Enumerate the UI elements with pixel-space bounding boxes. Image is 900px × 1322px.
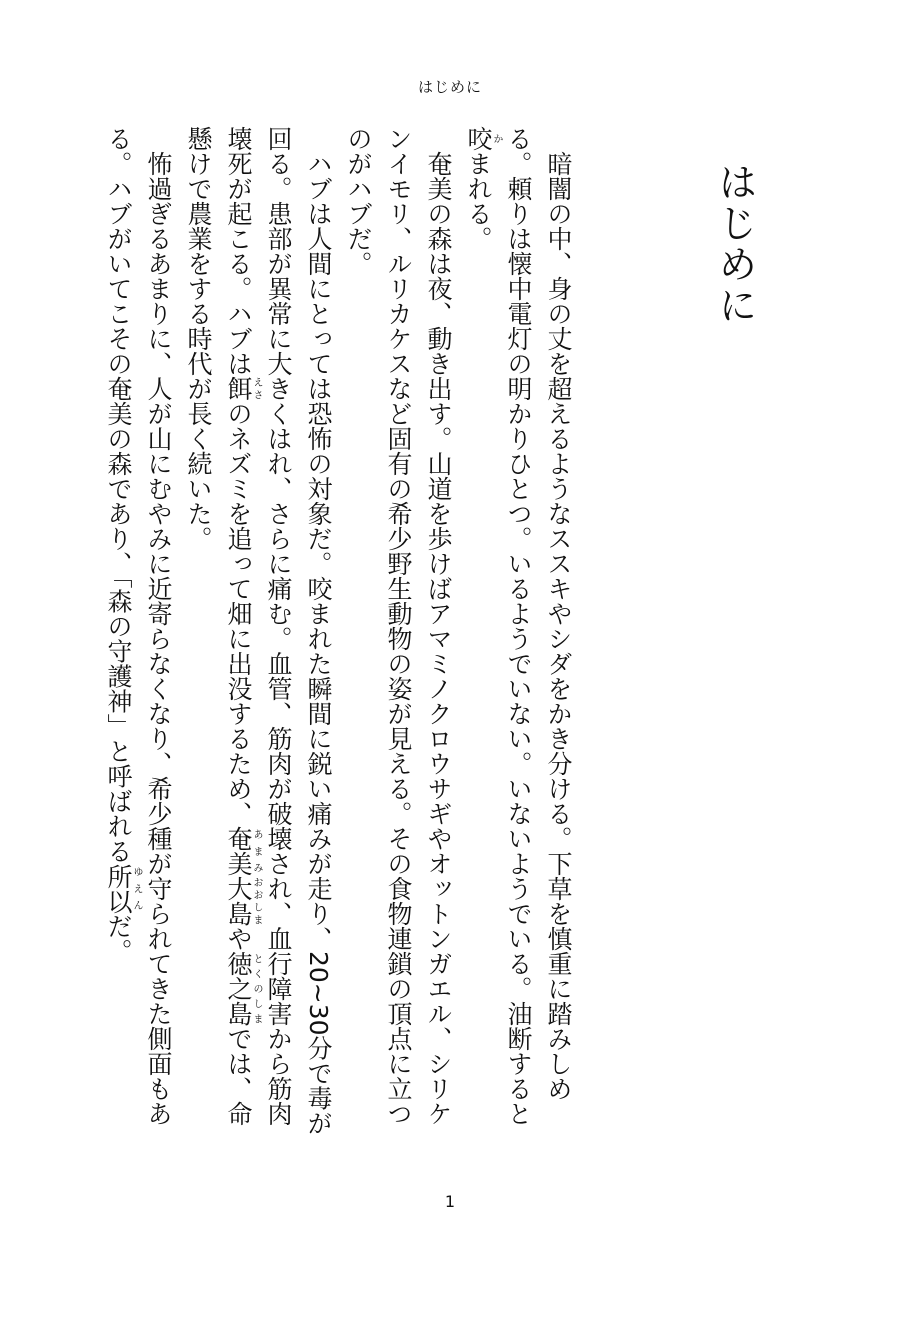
ruby-reading: か (491, 126, 502, 151)
ruby-reading: おおしま (251, 876, 262, 926)
ruby-reading: ゆえん (131, 863, 142, 914)
paragraph-3-text-2: のネズミを追って畑に出没するため、 (224, 401, 253, 826)
paragraph-3-text-1: ハブは人間にとっては恐怖の対象だ。咬まれた瞬間に鋭い痛みが走り、20~30分で毒が回る。患部が異常に大きくはれ、さらに痛む。血管、筋肉が破壊され、血行障害から筋肉壊死が起こる。ハブは (224, 126, 333, 1136)
page-number: 1 (444, 1192, 456, 1211)
chapter-title: はじめに (712, 162, 757, 326)
paragraph-2 (338, 126, 458, 1146)
ruby-ka (464, 126, 502, 151)
paragraph-2-text-1: 奄美の森は夜、動き出す。山道を歩けばアマミノクロウサギやオットンガエル、シリケンイモリ、ルリカケスなど固有の希少野生動物の姿が見える。その食物連鎖の頂点に立つのがハブだ。 (344, 126, 453, 1126)
ruby-base: 餌 (224, 376, 253, 401)
paragraph-3-text-4: では、命懸けで農業をする時代が長く続いた。 (184, 126, 253, 1126)
ruby-oshima (224, 876, 262, 926)
ruby-base: 咬 (464, 126, 493, 151)
paragraph-3 (178, 126, 338, 1146)
paragraph-4 (98, 126, 178, 1146)
ruby-base: 徳之島 (224, 951, 253, 1026)
paragraph-4-text-2: だ。 (104, 913, 133, 964)
running-header: はじめに (417, 78, 482, 96)
paragraph-1-text-1: 暗闇の中、身の丈を超えるようなススキやシダをかき分ける。下草を慎重に踏みしめる。頼りは懐中電灯の明かりひとつ。いるようでいない。いないようでいる。油断すると (504, 126, 573, 1126)
ruby-tokunoshima (224, 951, 262, 1026)
ruby-yuen (104, 863, 142, 914)
paragraph-1-text-2: まれる。 (464, 151, 493, 251)
paragraph-1 (458, 126, 578, 1146)
ruby-amami (224, 826, 262, 876)
ruby-reading: とくのしま (251, 951, 262, 1026)
ruby-reading: あまみ (251, 826, 262, 876)
body-text (98, 126, 578, 1146)
ruby-reading: えさ (251, 376, 262, 401)
ruby-base: 奄美 (224, 826, 253, 876)
ruby-esa (224, 376, 262, 401)
paragraph-3-text-3: や (224, 926, 253, 951)
paragraph-4-text-1: 怖過ぎるあまりに、人が山にむやみに近寄らなくなり、希少種が守られてきた側面もある。ハブがいてこその奄美の森であり、「森の守護神」と呼ばれる (104, 126, 173, 1126)
ruby-base: 大島 (224, 876, 253, 926)
ruby-base: 所以 (104, 863, 133, 914)
